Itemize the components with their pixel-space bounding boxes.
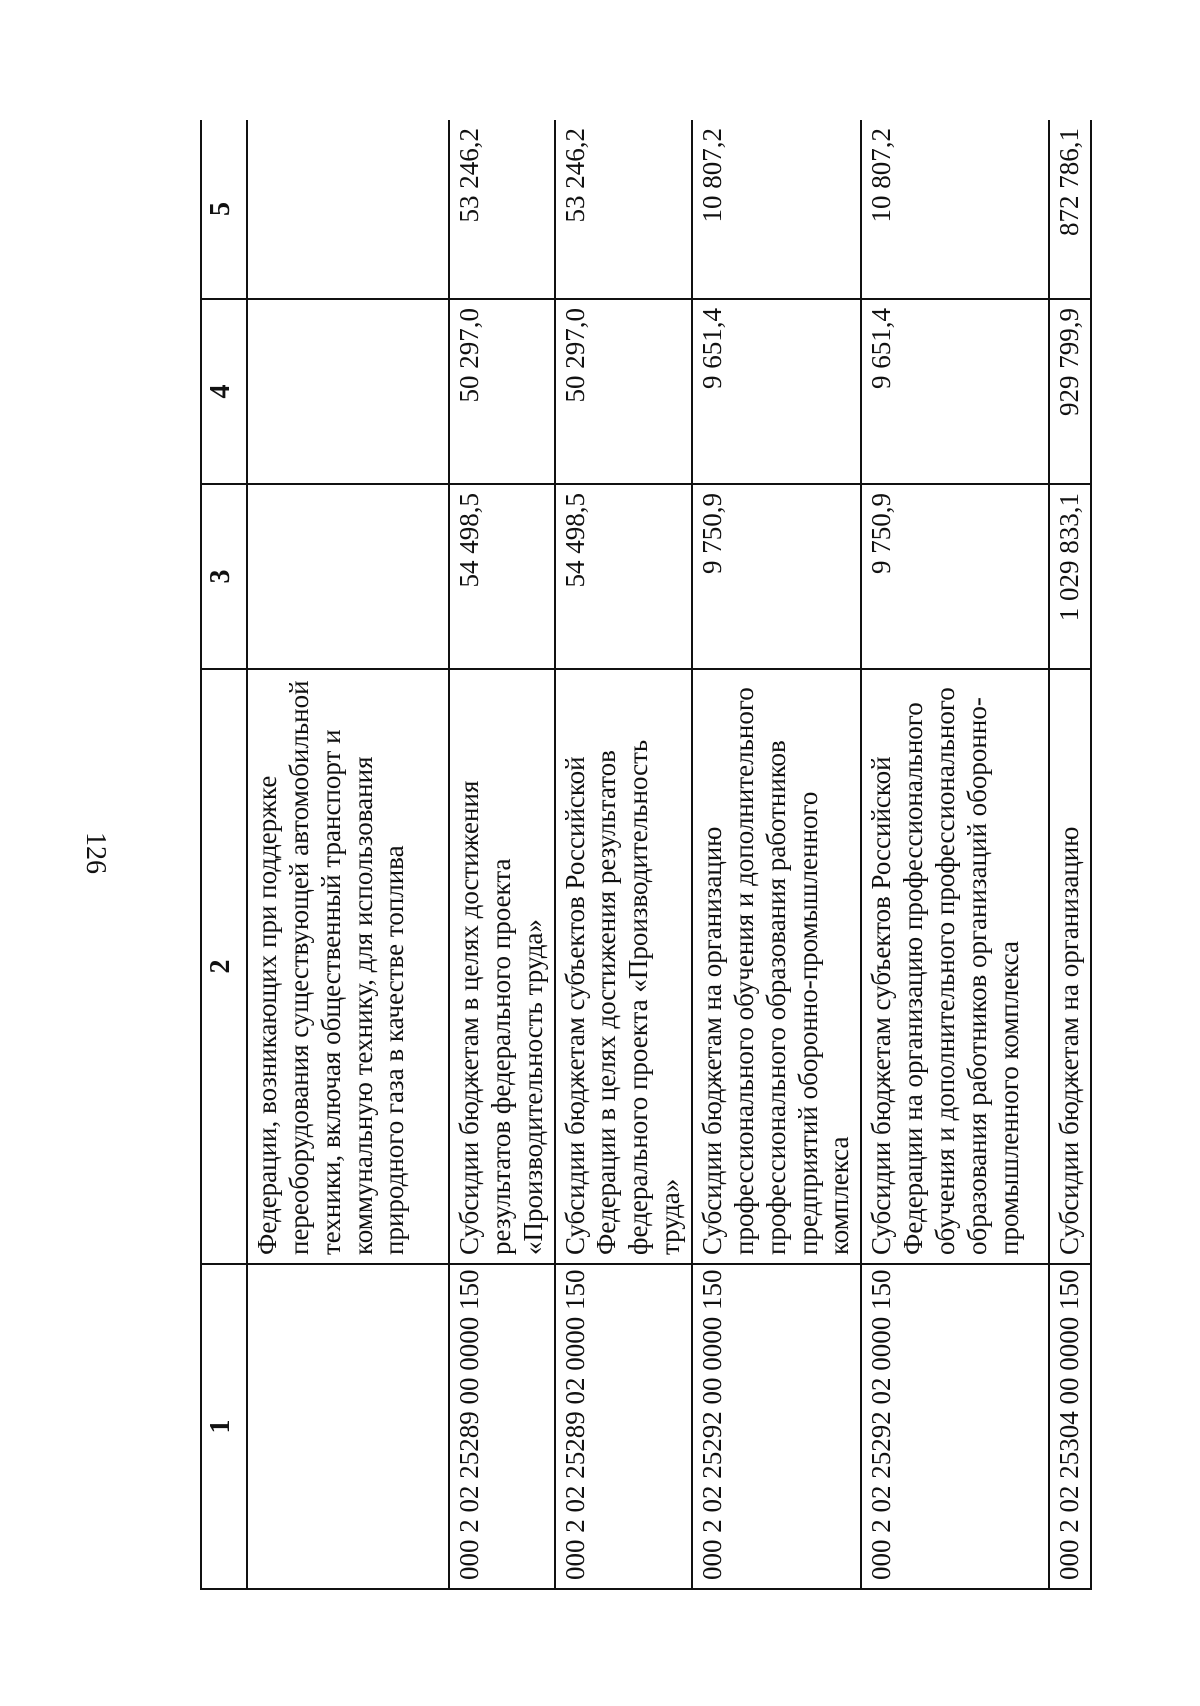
header-col-1: 1 [201,1264,247,1589]
row-value-col3: 1 029 833,1 [1049,484,1091,669]
row-value-col4: 50 297,0 [449,299,555,484]
row-code: 000 2 02 25289 02 0000 150 [555,1264,692,1589]
row-value-col4: 9 651,4 [861,299,1049,484]
row-code: 000 2 02 25292 00 0000 150 [692,1264,861,1589]
table-row [692,120,861,1589]
row-description: Субсидии бюджетам субъектов Российской Федерации на организацию профессионального обучения и дополнительного профессионального образования работников организаций оборонно-промышленного комплекса [861,669,1049,1264]
row-description: Субсидии бюджетам в целях достижения результатов федерального проекта «Производительность труда» [449,669,555,1264]
header-col-3: 3 [201,484,247,669]
row-description: Субсидии бюджетам на организацию [1049,669,1091,1264]
row-value-col3: 9 750,9 [861,484,1049,669]
row-code: 000 2 02 25292 02 0000 150 [861,1264,1049,1589]
budget-table [200,120,1092,1590]
row-value-col4 [247,299,449,484]
row-value-col4: 929 799,9 [1049,299,1091,484]
document-table-area [200,120,1100,1590]
header-row [201,120,247,1589]
row-value-col3 [247,484,449,669]
row-description: Субсидии бюджетам субъектов Российской Федерации в целях достижения результатов федерального проекта «Производительность труда» [555,669,692,1264]
row-value-col3: 9 750,9 [692,484,861,669]
table-row [247,120,449,1589]
row-value-col5: 53 246,2 [555,120,692,299]
row-description: Федерации, возникающих при поддержке переоборудования существующей автомобильной техники, включая общественный транспорт и коммунальную технику, для использования природного газа в качестве топлива [247,669,449,1264]
header-col-2: 2 [201,669,247,1264]
row-description: Субсидии бюджетам на организацию профессионального обучения и дополнительного профессионального образования работников предприятий оборонно-промышленного комплекса [692,669,861,1264]
row-code [247,1264,449,1589]
row-value-col5 [247,120,449,299]
row-value-col5: 53 246,2 [449,120,555,299]
row-value-col4: 9 651,4 [692,299,861,484]
header-col-4: 4 [201,299,247,484]
header-col-5: 5 [201,120,247,299]
table-row [555,120,692,1589]
row-code: 000 2 02 25304 00 0000 150 [1049,1264,1091,1589]
row-value-col3: 54 498,5 [449,484,555,669]
table-row [861,120,1049,1589]
page-number: 126 [80,832,111,874]
table-row [1049,120,1091,1589]
row-value-col3: 54 498,5 [555,484,692,669]
row-value-col5: 10 807,2 [861,120,1049,299]
row-value-col5: 10 807,2 [692,120,861,299]
row-value-col4: 50 297,0 [555,299,692,484]
rotated-table [200,120,1100,1590]
row-code: 000 2 02 25289 00 0000 150 [449,1264,555,1589]
table-row [449,120,555,1589]
row-value-col5: 872 786,1 [1049,120,1091,299]
